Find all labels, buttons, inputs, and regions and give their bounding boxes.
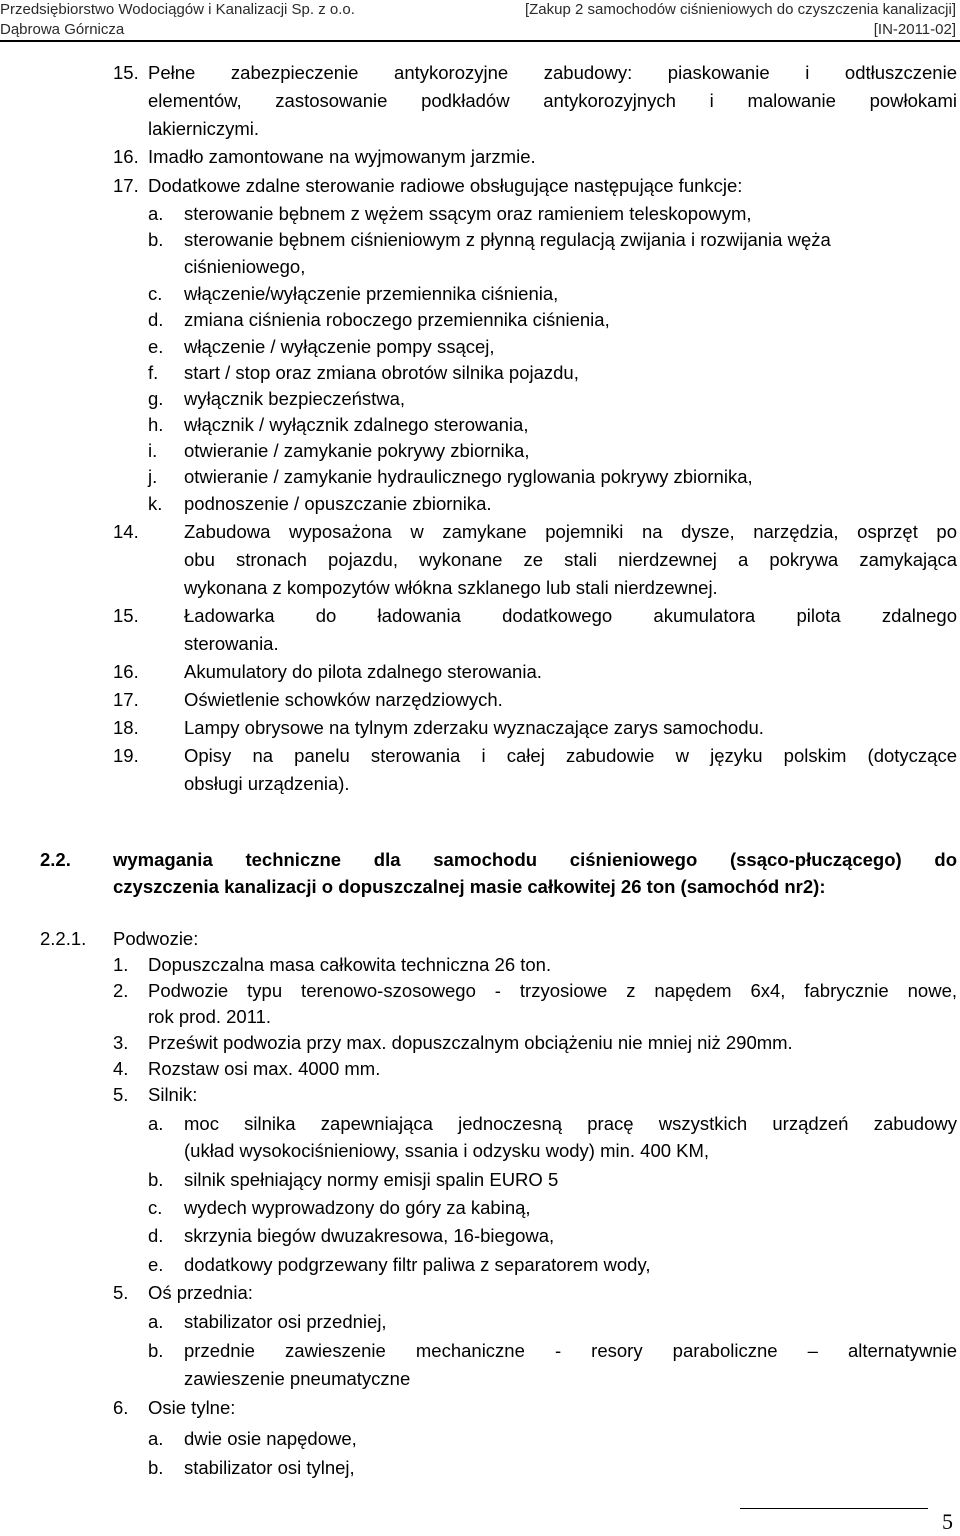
item-text: Lampy obrysowe na tylnym zderzaku wyznaczające zarys samochodu. xyxy=(184,717,764,738)
item-text: Silnik: xyxy=(148,1084,198,1105)
item-number: 15. xyxy=(113,605,139,626)
company-city: Dąbrowa Górnicza xyxy=(0,21,125,38)
list-item: zmiana ciśnienia roboczego przemiennika ciśnienia, xyxy=(184,309,610,330)
item-number: 16. xyxy=(113,661,139,682)
item-text: Oświetlenie schowków narzędziowych. xyxy=(184,689,503,710)
list-item: silnik spełniający normy emisji spalin EURO 5 xyxy=(184,1169,559,1190)
item-text: Dopuszczalna masa całkowita techniczna 26 ton. xyxy=(148,954,552,975)
list-letter: i. xyxy=(148,440,158,461)
list-letter: d. xyxy=(148,1225,164,1246)
list-item: przednie zawieszenie mechaniczne - resory paraboliczne – alternatywnie xyxy=(184,1340,957,1361)
list-item: włącznik / wyłącznik zdalnego sterowania, xyxy=(184,414,529,435)
item-number: 4. xyxy=(113,1058,129,1079)
item-text: Dodatkowe zdalne sterowanie radiowe obsługujące następujące funkcje: xyxy=(148,175,743,196)
list-letter: b. xyxy=(148,1340,164,1361)
item-text: Podwozie typu terenowo-szosowego - trzyosiowe z napędem 6x4, fabrycznie nowe, xyxy=(148,980,957,1001)
list-item: wydech wyprowadzony do góry za kabiną, xyxy=(184,1197,531,1218)
company-name: Przedsiębiorstwo Wodociągów i Kanalizacji Sp. z o.o. xyxy=(0,1,355,18)
list-letter: j. xyxy=(148,466,158,487)
list-item: sterowanie bębnem z wężem ssącym oraz ramieniem teleskopowym, xyxy=(184,203,752,224)
item-text: Opisy na panelu sterowania i całej zabudowie w języku polskim (dotyczące xyxy=(184,745,957,766)
item-text: wykonana z kompozytów włókna szklanego lub stali nierdzewnej. xyxy=(184,577,718,598)
list-item: skrzynia biegów dwuzakresowa, 16-biegowa, xyxy=(184,1225,555,1246)
document-title: [Zakup 2 samochodów ciśnieniowych do czyszczenia kanalizacji] xyxy=(524,1,956,18)
header-rule xyxy=(0,40,960,42)
item-number: 2. xyxy=(113,980,129,1001)
item-text: Zabudowa wyposażona w zamykane pojemniki na dysze, narzędzia, osprzęt po xyxy=(184,521,957,542)
list-item: wyłącznik bezpieczeństwa, xyxy=(184,388,406,409)
list-item: stabilizator osi tylnej, xyxy=(184,1457,355,1478)
item-number: 15. xyxy=(113,62,139,83)
list-item: podnoszenie / opuszczanie zbiornika. xyxy=(184,493,492,514)
item-number: 1. xyxy=(113,954,129,975)
list-letter: f. xyxy=(148,362,159,383)
item-number: 17. xyxy=(113,175,139,196)
list-letter: e. xyxy=(148,336,164,357)
list-letter: a. xyxy=(148,1311,164,1332)
item-text: elementów, zastosowanie podkładów antykorozyjnych i malowanie powłokami xyxy=(148,90,957,111)
list-letter: c. xyxy=(148,283,163,304)
item-number: 5. xyxy=(113,1282,129,1303)
list-item: otwieranie / zamykanie hydraulicznego ryglowania pokrywy zbiornika, xyxy=(184,466,753,487)
section-title: czyszczenia kanalizacji o dopuszczalnej masie całkowitej 26 ton (samochód nr2): xyxy=(113,876,826,897)
list-letter: a. xyxy=(148,203,164,224)
list-letter: e. xyxy=(148,1254,164,1275)
item-text: Imadło zamontowane na wyjmowanym jarzmie. xyxy=(148,146,536,167)
section-title: wymagania techniczne dla samochodu ciśnieniowego (ssąco-płuczącego) do xyxy=(113,849,957,870)
item-number: 3. xyxy=(113,1032,129,1053)
page-number: 5 xyxy=(942,1509,953,1534)
item-number: 19. xyxy=(113,745,139,766)
page-header xyxy=(0,0,960,44)
list-letter: c. xyxy=(148,1197,163,1218)
item-text: Ładowarka do ładowania dodatkowego akumulatora pilota zdalnego xyxy=(184,605,957,626)
list-item: włączenie / wyłączenie pompy ssącej, xyxy=(184,336,495,357)
subsection-number: 2.2.1. xyxy=(40,928,87,949)
list-letter: b. xyxy=(148,229,164,250)
item-text: Osie tylne: xyxy=(148,1397,236,1418)
list-letter: a. xyxy=(148,1113,164,1134)
item-number: 17. xyxy=(113,689,139,710)
list-letter: g. xyxy=(148,388,164,409)
list-item: stabilizator osi przedniej, xyxy=(184,1311,387,1332)
list-item: sterowanie bębnem ciśnieniowym z płynną regulacją zwijania i rozwijania węża xyxy=(184,229,831,250)
item-text: Rozstaw osi max. 4000 mm. xyxy=(148,1058,381,1079)
list-item: (układ wysokociśnieniowy, ssania i odzysku wody) min. 400 KM, xyxy=(184,1140,710,1161)
list-item: włączenie/wyłączenie przemiennika ciśnienia, xyxy=(184,283,559,304)
list-letter: d. xyxy=(148,309,164,330)
document-code: [IN-2011-02] xyxy=(873,21,956,38)
footer-rule xyxy=(740,1508,928,1509)
item-text: Pełne zabezpieczenie antykorozyjne zabudowy: piaskowanie i odtłuszczenie xyxy=(148,62,957,83)
item-text: Oś przednia: xyxy=(148,1282,253,1303)
list-item: dodatkowy podgrzewany filtr paliwa z separatorem wody, xyxy=(184,1254,651,1275)
list-letter: b. xyxy=(148,1457,164,1478)
list-item: dwie osie napędowe, xyxy=(184,1428,357,1449)
section-number: 2.2. xyxy=(40,849,71,870)
item-number: 18. xyxy=(113,717,139,738)
list-item: otwieranie / zamykanie pokrywy zbiornika, xyxy=(184,440,530,461)
list-item: zawieszenie pneumatyczne xyxy=(184,1368,411,1389)
list-letter: k. xyxy=(148,493,163,514)
item-text: sterowania. xyxy=(184,633,279,654)
item-number: 16. xyxy=(113,146,139,167)
item-number: 6. xyxy=(113,1397,129,1418)
list-letter: b. xyxy=(148,1169,164,1190)
list-letter: a. xyxy=(148,1428,164,1449)
item-text: Prześwit podwozia przy max. dopuszczalnym obciążeniu nie mniej niż 290mm. xyxy=(148,1032,793,1053)
list-item: ciśnieniowego, xyxy=(184,256,306,277)
subsection-title: Podwozie: xyxy=(113,928,199,949)
item-text: obu stronach pojazdu, wykonane ze stali nierdzewnej a pokrywa zamykająca xyxy=(184,549,957,570)
list-item: moc silnika zapewniająca jednoczesną pracę wszystkich urządzeń zabudowy xyxy=(184,1113,957,1134)
item-number: 5. xyxy=(113,1084,129,1105)
item-text: Akumulatory do pilota zdalnego sterowania. xyxy=(184,661,542,682)
item-text: rok prod. 2011. xyxy=(148,1006,272,1027)
item-text: obsługi urządzenia). xyxy=(184,773,350,794)
list-item: start / stop oraz zmiana obrotów silnika pojazdu, xyxy=(184,362,579,383)
list-letter: h. xyxy=(148,414,164,435)
item-number: 14. xyxy=(113,521,139,542)
item-text: lakierniczymi. xyxy=(148,118,260,139)
